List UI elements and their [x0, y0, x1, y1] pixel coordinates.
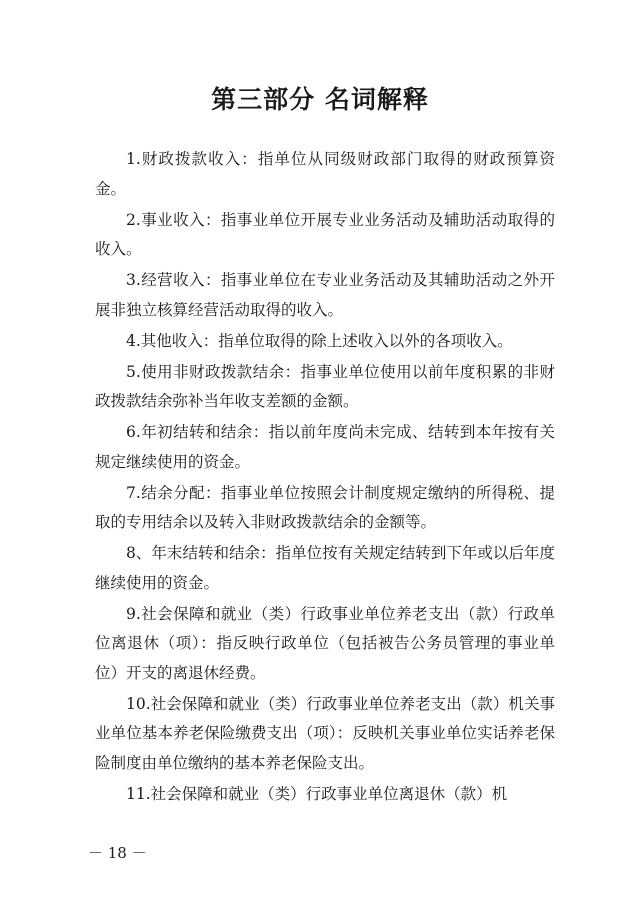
- definition-paragraph: 1.财政拨款收入：指单位从同级财政部门取得的财政预算资金。: [95, 150, 555, 198]
- definition-paragraph: 9.社会保障和就业（类）行政事业单位养老支出（款）行政单位离退休（项）：指反映行政单位（包括被告公务员管理的事业单位）开支的离退休经费。: [95, 604, 555, 682]
- definition-paragraph: 5.使用非财政拨款结余：指事业单位使用以前年度积累的非财政拨款结余弥补当年收支差额的金额。: [95, 362, 555, 410]
- definition-paragraph: 10.社会保障和就业（类）行政事业单位养老支出（款）机关事业单位基本养老保险缴费支出（项）：反映机关事业单位实话养老保险制度由单位缴纳的基本养老保险支出。: [95, 694, 555, 772]
- definition-paragraph: 4.其他收入：指单位取得的除上述收入以外的各项收入。: [126, 331, 513, 350]
- definition-paragraph: 11.社会保障和就业（类）行政事业单位离退休（款）机: [126, 784, 508, 803]
- page-title: 第三部分 名词解释: [211, 85, 429, 114]
- definition-paragraph: 3.经营收入：指事业单位在专业业务活动及其辅助活动之外开展非独立核算经营活动取得的收入。: [95, 271, 555, 319]
- definition-paragraph: 6.年初结转和结余：指以前年度尚未完成、结转到本年按有关规定继续使用的资金。: [95, 423, 555, 471]
- definition-paragraph: 2.事业收入：指事业单位开展专业业务活动及辅助活动取得的收入。: [95, 210, 555, 258]
- definitions-body: [95, 145, 555, 809]
- definition-paragraph: 8、年末结转和结余：指单位按有关规定结转到下年或以后年度继续使用的资金。: [95, 544, 555, 592]
- page-number: － 18 －: [88, 844, 147, 862]
- definition-paragraph: 7.结余分配：指事业单位按照会计制度规定缴纳的所得税、提取的专用结余以及转入非财政拨款结余的金额等。: [95, 483, 555, 531]
